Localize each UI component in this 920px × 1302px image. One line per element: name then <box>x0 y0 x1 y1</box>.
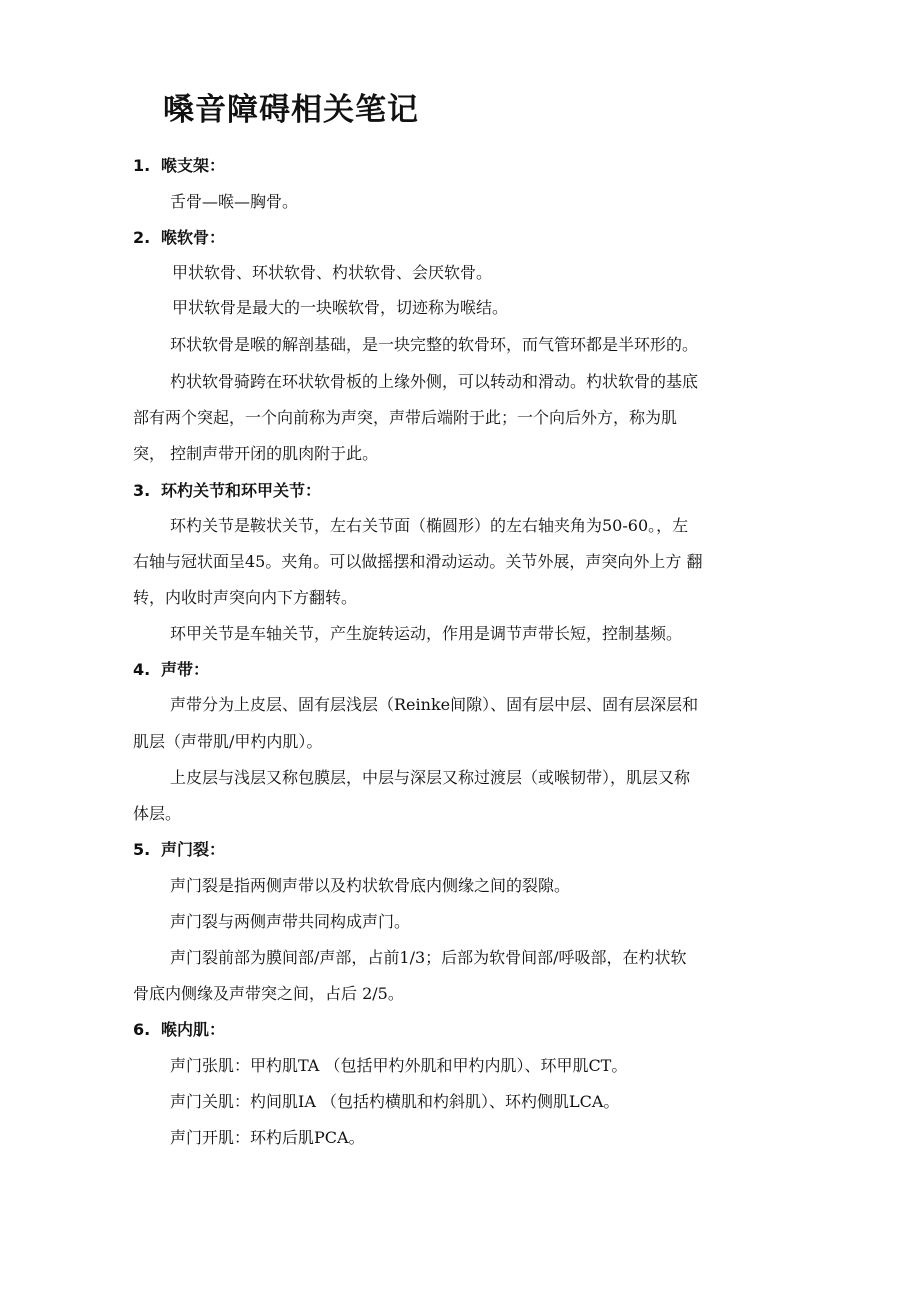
section-title: 喉支架： <box>161 156 226 175</box>
paragraph-line: 舌骨—喉—胸骨。 <box>170 192 299 211</box>
page-title: 嗓音障碍相关笔记 <box>163 92 419 128</box>
paragraph-line: 声门裂与两侧声带共同构成声门。 <box>170 912 411 931</box>
section-heading-4 <box>133 657 209 683</box>
section-title: 声门裂： <box>161 840 226 859</box>
section-title: 喉内肌： <box>161 1020 226 1039</box>
paragraph-line: 环甲关节是车轴关节，产生旋转运动，作用是调节声带长短，控制基频。 <box>170 624 683 643</box>
paragraph-line: 声门裂前部为膜间部/声部，占前1/3；后部为软骨间部/呼吸部，在杓状软 <box>170 948 687 967</box>
section-number: 3. <box>133 481 151 500</box>
paragraph-line: 声门裂是指两侧声带以及杓状软骨底内侧缘之间的裂隙。 <box>170 876 571 895</box>
paragraph-line: 体层。 <box>133 804 182 823</box>
paragraph-line: 上皮层与浅层又称包膜层，中层与深层又称过渡层（或喉韧带），肌层又称 <box>170 768 691 787</box>
section-title: 喉软骨： <box>161 228 226 247</box>
paragraph-line: 骨底内侧缘及声带突之间，占后 2/5。 <box>133 984 404 1003</box>
paragraph-line: 声带分为上皮层、固有层浅层（Reinke间隙）、固有层中层、固有层深层和 <box>170 695 699 714</box>
section-title: 声带： <box>161 660 210 679</box>
section-heading-1 <box>133 153 225 179</box>
section-title: 环杓关节和环甲关节： <box>161 481 322 500</box>
paragraph-line: 环杓关节是鞍状关节，左右关节面（椭圆形）的左右轴夹角为50-60。，左 <box>170 516 689 535</box>
section-heading-3 <box>133 478 321 504</box>
paragraph-line: 甲状软骨、环状软骨、杓状软骨、会厌软骨。 <box>172 263 493 282</box>
paragraph-line: 突， 控制声带开闭的肌肉附于此。 <box>133 444 379 463</box>
section-heading-6 <box>133 1017 225 1043</box>
section-number: 5. <box>133 840 151 859</box>
paragraph-line: 声门关肌：杓间肌IA （包括杓横肌和杓斜肌）、环杓侧肌LCA。 <box>170 1092 620 1111</box>
paragraph-line: 声门开肌：环杓后肌PCA。 <box>170 1128 365 1147</box>
section-number: 6. <box>133 1020 151 1039</box>
section-heading-2 <box>133 225 225 251</box>
paragraph-line: 转，内收时声突向内下方翻转。 <box>133 588 358 607</box>
paragraph-line: 声门张肌：甲杓肌TA （包括甲杓外肌和甲杓内肌）、环甲肌CT。 <box>170 1056 628 1075</box>
paragraph-line: 杓状软骨骑跨在环状软骨板的上缘外侧，可以转动和滑动。杓状软骨的基底 <box>170 372 699 391</box>
paragraph-line: 环状软骨是喉的解剖基础，是一块完整的软骨环，而气管环都是半环形的。 <box>170 335 699 354</box>
paragraph-line: 部有两个突起，一个向前称为声突，声带后端附于此；一个向后外方，称为肌 <box>133 408 678 427</box>
paragraph-line: 甲状软骨是最大的一块喉软骨，切迹称为喉结。 <box>172 298 509 317</box>
section-number: 4. <box>133 660 151 679</box>
section-heading-5 <box>133 837 225 863</box>
section-number: 1. <box>133 156 151 175</box>
paragraph-line: 右轴与冠状面呈45。夹角。可以做摇摆和滑动运动。关节外展，声突向外上方 翻 <box>133 552 703 571</box>
section-number: 2. <box>133 228 151 247</box>
paragraph-line: 肌层（声带肌/甲杓内肌）。 <box>133 732 323 751</box>
